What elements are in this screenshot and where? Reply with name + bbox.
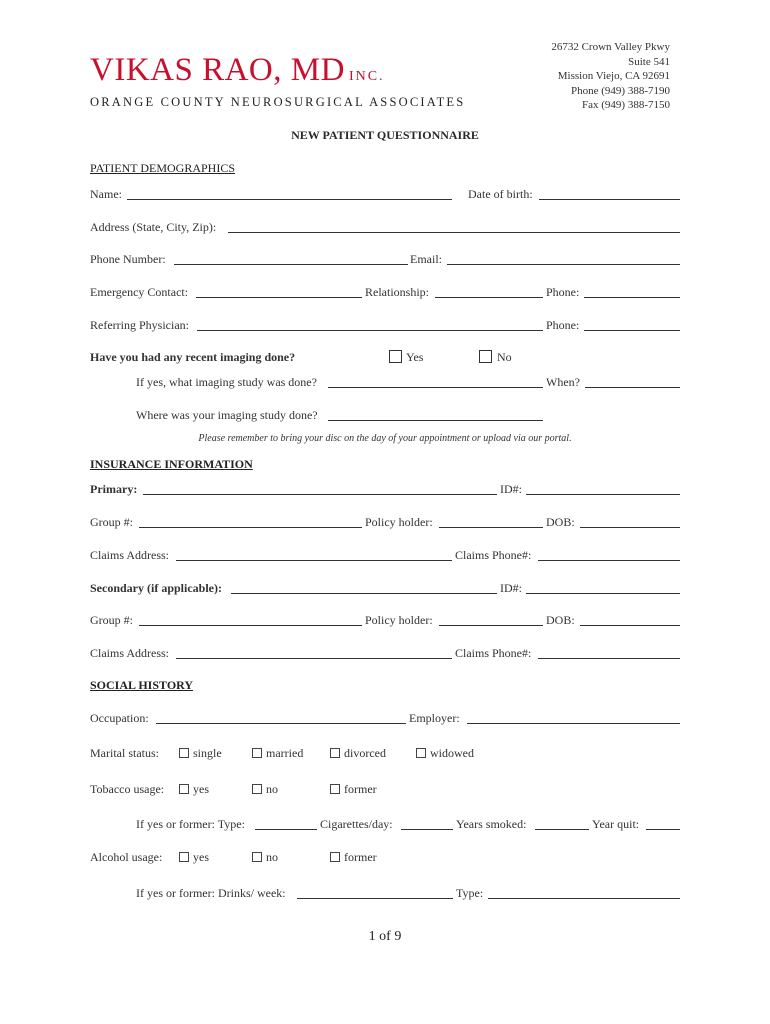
tobacco-yes-checkbox[interactable] — [179, 784, 189, 794]
marital-married-checkbox[interactable] — [252, 748, 262, 758]
primary-claims-phone-field[interactable] — [538, 560, 680, 561]
cigarettes-per-day-field[interactable] — [401, 829, 453, 830]
phone-number-field[interactable] — [174, 264, 408, 265]
imaging-no-label: No — [497, 350, 512, 364]
imaging-study-label: If yes, what imaging study was done? — [136, 375, 317, 389]
relationship-label: Relationship: — [365, 285, 429, 299]
primary-id-label: ID#: — [500, 482, 522, 496]
imaging-question: Have you had any recent imaging done? — [90, 350, 296, 364]
alcohol-type-label: Type: — [456, 886, 484, 900]
tobacco-usage-label: Tobacco usage: — [90, 782, 165, 796]
primary-claims-address-label: Claims Address: — [90, 548, 170, 562]
referring-phone-field[interactable] — [584, 330, 680, 331]
primary-group-label: Group #: — [90, 515, 133, 529]
email-field[interactable] — [447, 264, 680, 265]
email-label: Email: — [410, 252, 442, 266]
marital-single-label: single — [193, 746, 222, 760]
imaging-location-label: Where was your imaging study done? — [136, 408, 318, 422]
marital-widowed-checkbox[interactable] — [416, 748, 426, 758]
address-line: Suite 541 — [628, 55, 670, 68]
primary-id-field[interactable] — [526, 494, 680, 495]
alcohol-type-field[interactable] — [488, 898, 680, 899]
employer-label: Employer: — [409, 711, 460, 725]
page-number: 1 of 9 — [368, 929, 402, 944]
alcohol-former-checkbox[interactable] — [330, 852, 340, 862]
drinks-per-week-field[interactable] — [297, 898, 453, 899]
imaging-when-label: When? — [546, 375, 580, 389]
primary-policy-holder-field[interactable] — [439, 527, 543, 528]
practice-address — [551, 40, 670, 113]
section-heading-demographics: PATIENT DEMOGRAPHICS — [90, 161, 236, 175]
primary-dob-label: DOB: — [546, 515, 575, 529]
occupation-label: Occupation: — [90, 711, 149, 725]
marital-married-label: married — [266, 746, 304, 760]
address-fax: Fax (949) 388-7150 — [582, 99, 670, 111]
tobacco-type-label: If yes or former: Type: — [136, 817, 245, 831]
address-line: Mission Viejo, CA 92691 — [557, 70, 670, 82]
emergency-contact-field[interactable] — [196, 297, 362, 298]
years-smoked-field[interactable] — [535, 829, 589, 830]
brand-name: VIKAS RAO, MD — [90, 52, 345, 88]
tobacco-yes-label: yes — [193, 782, 209, 796]
practice-logo — [90, 52, 385, 89]
employer-field[interactable] — [467, 723, 680, 724]
address-phone: Phone (949) 388-7190 — [571, 84, 670, 97]
referring-physician-field[interactable] — [197, 330, 543, 331]
address-field[interactable] — [228, 232, 680, 233]
dob-label: Date of birth: — [468, 187, 533, 201]
marital-divorced-label: divorced — [344, 746, 386, 760]
secondary-policy-holder-field[interactable] — [439, 625, 543, 626]
referring-physician-label: Referring Physician: — [90, 318, 189, 332]
imaging-yes-checkbox[interactable] — [389, 350, 402, 363]
imaging-no-checkbox[interactable] — [479, 350, 492, 363]
primary-claims-address-field[interactable] — [176, 560, 452, 561]
secondary-dob-field[interactable] — [580, 625, 680, 626]
dob-field[interactable] — [539, 199, 680, 200]
secondary-group-field[interactable] — [139, 625, 362, 626]
secondary-group-label: Group #: — [90, 613, 133, 627]
secondary-insurance-field[interactable] — [231, 593, 497, 594]
tobacco-type-field[interactable] — [255, 829, 317, 830]
primary-insurance-field[interactable] — [143, 494, 497, 495]
tobacco-former-checkbox[interactable] — [330, 784, 340, 794]
marital-divorced-checkbox[interactable] — [330, 748, 340, 758]
marital-widowed-label: widowed — [430, 746, 474, 760]
imaging-when-field[interactable] — [585, 387, 680, 388]
primary-insurance-label: Primary: — [90, 482, 138, 496]
disc-reminder-note: Please remember to bring your disc on the day of your appointment or upload via our portal. — [198, 433, 572, 444]
secondary-claims-phone-label: Claims Phone#: — [455, 646, 532, 660]
tobacco-former-label: former — [344, 782, 377, 796]
marital-status-label: Marital status: — [90, 746, 159, 760]
alcohol-no-checkbox[interactable] — [252, 852, 262, 862]
imaging-location-field[interactable] — [328, 420, 543, 421]
section-heading-social: SOCIAL HISTORY — [90, 678, 194, 692]
years-smoked-label: Years smoked: — [456, 817, 527, 831]
alcohol-former-label: former — [344, 850, 377, 864]
practice-tagline: ORANGE COUNTY NEUROSURGICAL ASSOCIATES — [90, 95, 466, 109]
emergency-phone-label: Phone: — [546, 285, 580, 299]
imaging-yes-label: Yes — [406, 350, 424, 364]
primary-claims-phone-label: Claims Phone#: — [455, 548, 532, 562]
phone-number-label: Phone Number: — [90, 252, 166, 266]
tobacco-no-checkbox[interactable] — [252, 784, 262, 794]
imaging-study-field[interactable] — [328, 387, 543, 388]
secondary-dob-label: DOB: — [546, 613, 575, 627]
marital-single-checkbox[interactable] — [179, 748, 189, 758]
occupation-field[interactable] — [156, 723, 406, 724]
emergency-contact-label: Emergency Contact: — [90, 285, 189, 299]
year-quit-field[interactable] — [646, 829, 680, 830]
tobacco-no-label: no — [266, 782, 278, 796]
secondary-claims-phone-field[interactable] — [538, 658, 680, 659]
relationship-field[interactable] — [435, 297, 543, 298]
alcohol-no-label: no — [266, 850, 278, 864]
secondary-claims-address-field[interactable] — [176, 658, 452, 659]
alcohol-yes-checkbox[interactable] — [179, 852, 189, 862]
cigarettes-per-day-label: Cigarettes/day: — [320, 817, 393, 831]
drinks-per-week-label: If yes or former: Drinks/ week: — [136, 886, 286, 900]
secondary-id-label: ID#: — [500, 581, 522, 595]
secondary-id-field[interactable] — [526, 593, 680, 594]
address-label: Address (State, City, Zip): — [90, 220, 217, 234]
secondary-claims-address-label: Claims Address: — [90, 646, 170, 660]
name-field[interactable] — [127, 199, 452, 200]
name-label: Name: — [90, 187, 122, 201]
form-title: NEW PATIENT QUESTIONNAIRE — [291, 128, 479, 142]
secondary-policy-holder-label: Policy holder: — [365, 613, 433, 627]
section-heading-insurance: INSURANCE INFORMATION — [90, 457, 253, 471]
brand-suffix: INC. — [348, 69, 385, 84]
primary-group-field[interactable] — [139, 527, 362, 528]
year-quit-label: Year quit: — [592, 817, 640, 831]
address-line: 26732 Crown Valley Pkwy — [551, 41, 670, 53]
alcohol-yes-label: yes — [193, 850, 209, 864]
primary-dob-field[interactable] — [580, 527, 680, 528]
secondary-insurance-label: Secondary (if applicable): — [90, 581, 222, 595]
primary-policy-holder-label: Policy holder: — [365, 515, 433, 529]
emergency-phone-field[interactable] — [584, 297, 680, 298]
alcohol-usage-label: Alcohol usage: — [90, 850, 163, 864]
referring-phone-label: Phone: — [546, 318, 580, 332]
